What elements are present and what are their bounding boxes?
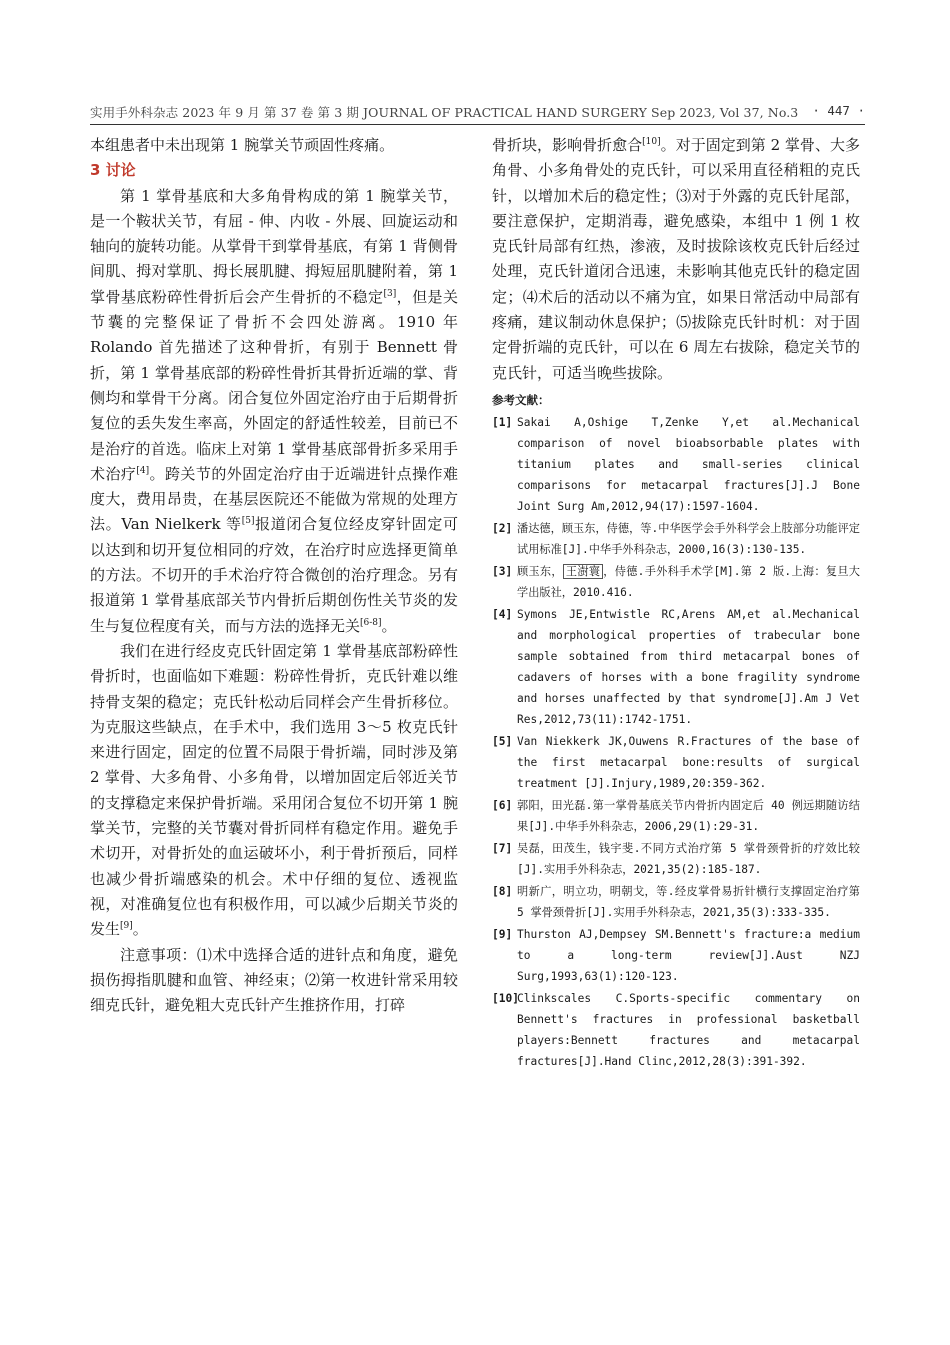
- boxed-author-name: 王澍寰: [563, 564, 603, 579]
- references-heading: 参考文献：: [492, 392, 550, 407]
- section-heading-discussion: 3 讨论: [90, 161, 136, 180]
- reference-item[interactable]: [5] Van Niekkerk JK,Ouwens R.Fractures of the base of the first metacarpal bone:results of surgical treatment [J].Injury,1989,20:359-362.: [492, 734, 860, 790]
- journal-info: 实用手外科杂志 2023 年 9 月 第 37 卷 第 3 期 JOURNAL OF PRACTICAL HAND SURGERY Sep 2023, Vol 37, No.3: [90, 105, 799, 120]
- reference-item[interactable]: [10] Clinkscales C.Sports-specific commentary on Bennett's fractures in professional basketball players:Bennett fractures and metacarpal fractures[J].Hand Clinc,2012,28(3):391-392.: [492, 991, 860, 1068]
- reference-list: [492, 412, 860, 1072]
- right-column: [492, 133, 860, 1073]
- reference-item[interactable]: [3] 顾玉东， 王澍寰 ，侍德.手外科手术学[M].第 2 版.上海：复旦大学出版社，2010.416.: [492, 564, 860, 599]
- citation[interactable]: [10]: [642, 137, 661, 147]
- paragraph-intro: 本组患者中未出现第 1 腕掌关节顽固性疼痛。: [90, 136, 395, 154]
- reference-item[interactable]: [7] 吴磊，田茂生，钱宇斐.不同方式治疗第 5 掌骨颈骨折的疗效比较[J].实用手外科杂志，2021,35(2):185-187.: [492, 841, 860, 876]
- reference-item[interactable]: [1] Sakai A,Oshige T,Zenke Y,et al.Mechanical comparison of novel bioabsorbable plates with titanium plates and small-series clinical comparisons for metacarpal fractures[J].J Bone Joint Surg Am,2012,94(17):1597-1604.: [492, 415, 860, 513]
- citation[interactable]: [4]: [136, 465, 150, 476]
- reference-item[interactable]: [6] 郭阳，田光磊.第一掌骨基底关节内骨折内固定后 40 例远期随访结果[J].中华手外科杂志，2006,29(1):29-31.: [492, 798, 860, 833]
- citation[interactable]: [3]: [383, 288, 397, 299]
- paragraph-notes-continued: 骨折块，影响骨折愈合[10]。对于固定到第 2 掌骨、大多角骨、小多角骨处的克氏针，可以采用直径稍粗的克氏针，以增加术后的稳定性；⑶对于外露的克氏针尾部，要注意保护，定期消毒，避免感染，本组中 1 例 1 枚克氏针局部有红热，渗液，及时拔除该枚克氏针后经过处理，克氏针道闭合迅速，未影响其他克氏针的稳定固定；⑷术后的活动以不痛为宜，如果日常活动中局部有疼痛，建议制动休息保护；⑸拔除克氏针时机：对于固定骨折端的克氏针，可以在 6 周左右拔除，稳定关节的克氏针，可适当晚些拔除。: [492, 136, 860, 382]
- reference-item[interactable]: [4] Symons JE,Entwistle RC,Arens AM,et al.Mechanical and morphological properties of trabecular bone sample sobtained from third metacarpal bones of cadavers of horses with a bone fragility syndrome and horses unaffected by that syndrome[J].Am J Vet Res,2012,73(11):1742-1751.: [492, 607, 860, 726]
- citation[interactable]: [6-8]: [360, 617, 382, 628]
- reference-item[interactable]: [9] Thurston AJ,Dempsey SM.Bennett's fracture:a medium to a long-term review[J].Aust NZJ Surg,1993,63(1):120-123.: [492, 927, 860, 983]
- citation[interactable]: [9]: [120, 921, 133, 932]
- page-number: · 447 ·: [812, 103, 865, 118]
- left-column: [90, 133, 458, 1018]
- reference-item[interactable]: [8] 明新广，明立功，明朝戈，等.经皮掌骨易折针横行支撑固定治疗第 5 掌骨颈骨折[J].实用手外科杂志，2021,35(3):333-335.: [492, 884, 860, 919]
- paragraph-discussion-1: 第 1 掌骨基底和大多角骨构成的第 1 腕掌关节，是一个鞍状关节，有屈 - 伸、内收 - 外展、回旋运动和轴向的旋转功能。从掌骨干到掌骨基底，有第 1 背侧骨间肌、拇对掌肌、拇长展肌腱、拇短屈肌腱附着，第 1 掌骨基底粉碎性骨折后会产生骨折的不稳定[3]，但是关节囊的完整保证了骨折不会四处游离。1910 年 Rolando 首先描述了这种骨折，有别于 Bennett 骨折，第 1 掌骨基底部的粉碎性骨折其骨折近端的掌、背侧均和掌骨干分离。闭合复位外固定治疗由于后期骨折复位的丢失发生率高，外固定的舒适性较差，目前已不是治疗的首选。临床上对第 1 掌骨基底部骨折多采用手术治疗[4]。跨关节的外固定治疗由于近端进针点操作难度大，费用昂贵，在基层医院还不能做为常规的处理方法。Van Nielkerk 等[5]报道闭合复位经皮穿针固定可以达到和切开复位相同的疗效，在治疗时应选择更简单的方法。不切开的手术治疗符合微创的治疗理念。另有报道第 1 掌骨基底部关节内骨折后期创伤性关节炎的发生与复位程度有关，而与方法的选择无关[6-8]。: [90, 186, 458, 635]
- paragraph-notes: 注意事项：⑴术中选择合适的进针点和角度，避免损伤拇指肌腱和血管、神经束；⑵第一枚进针常采用较细克氏针，避免粗大克氏针产生推挤作用，打碎: [90, 945, 458, 1015]
- citation[interactable]: [5]: [241, 516, 255, 527]
- reference-item[interactable]: [2] 潘达德，顾玉东，侍德，等.中华医学会手外科学会上肢部分功能评定试用标准[J].中华手外科杂志，2000,16(3):130-135.: [492, 521, 860, 556]
- paragraph-discussion-2: 我们在进行经皮克氏针固定第 1 掌骨基底部粉碎性骨折时，也面临如下难题：粉碎性骨折，克氏针难以维持骨支架的稳定；克氏针松动后同样会产生骨折移位。为克服这些缺点，在手术中，我们选用 3～5 枚克氏针来进行固定，固定的位置不局限于骨折端，同时涉及第 2 掌骨、大多角骨、小多角骨，以增加固定后邻近关节的支撑稳定来保护骨折端。采用闭合复位不切开第 1 腕掌关节，完整的关节囊对骨折同样有稳定作用。避免手术切开，对骨折处的血运破坏小，利于骨折预后，同样也减少骨折端感染的机会。术中仔细的复位、透视监视，对准确复位也有积极作用，可以减少后期关节炎的发生[9]。: [90, 641, 458, 939]
- running-header: [90, 100, 865, 125]
